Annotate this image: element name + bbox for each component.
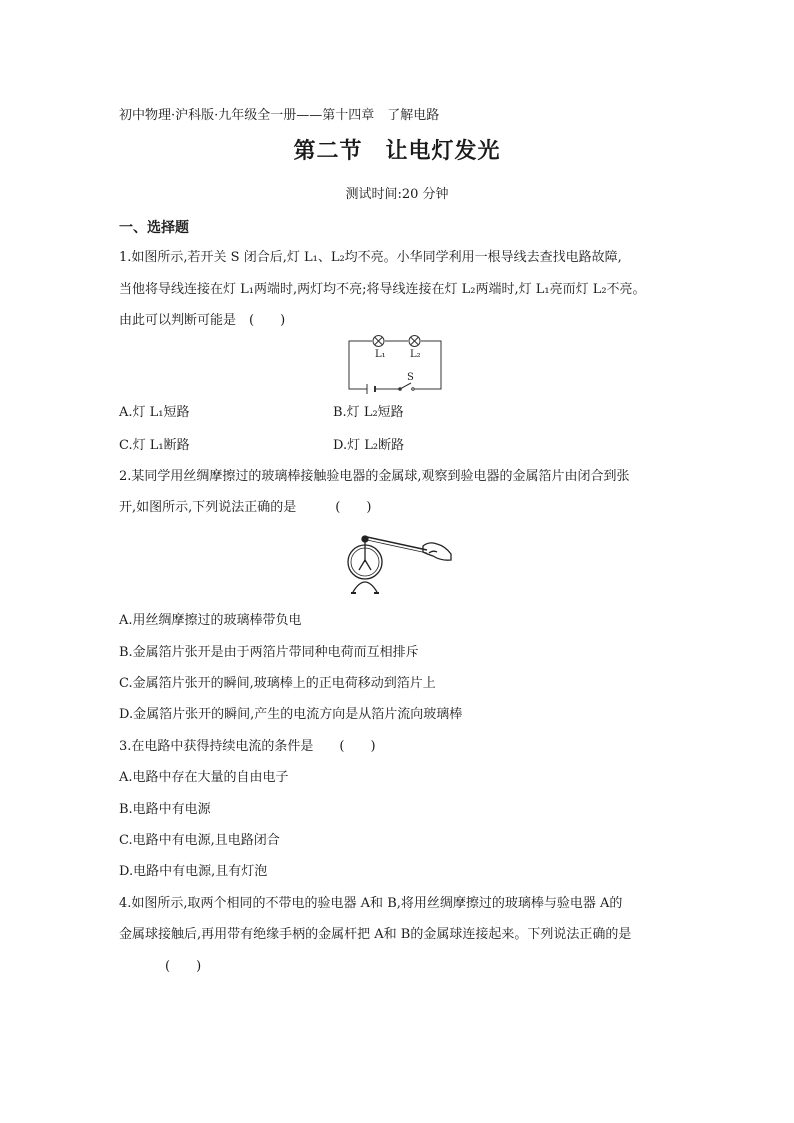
q1-line-3: 由此可以判断可能是 ( ): [119, 313, 286, 328]
circuit-diagram: [345, 335, 445, 395]
q2-line-2: 开,如图所示,下列说法正确的是 ( ): [119, 500, 372, 515]
q2-option-b: B.金属箔片张开是由于两箔片带同种电荷而互相排斥: [119, 645, 419, 660]
label-l2: L₂: [410, 349, 421, 360]
test-time: 测试时间:20 分钟: [345, 187, 449, 202]
q2-option-a: A.用丝绸摩擦过的玻璃棒带负电: [119, 613, 302, 628]
q3-option-c: C.电路中有电源,且电路闭合: [119, 833, 280, 848]
q3-option-a: A.电路中存在大量的自由电子: [119, 770, 289, 785]
q3-line-1: 3.在电路中获得持续电流的条件是 ( ): [119, 739, 376, 754]
switch-icon: [400, 383, 411, 389]
q2-line-1: 2.某同学用丝绸摩擦过的玻璃棒接触验电器的金属球,观察到验电器的金属箔片由闭合到张: [119, 469, 630, 484]
q1-line-1: 1.如图所示,若开关 S 闭合后,灯 L₁、L₂均不亮。小华同学利用一根导线去查找电路故障,: [119, 250, 622, 265]
q2-option-d: D.金属箔片张开的瞬间,产生的电流方向是从箔片流向玻璃棒: [119, 707, 463, 722]
glass-rod: [367, 537, 427, 550]
q4-line-2: 金属球接触后,再用带有绝缘手柄的金属杆把 A和 B的金属球连接起来。下列说法正确的是: [119, 927, 632, 942]
q4-line-3: ( ): [165, 959, 202, 974]
electroscope-figure: [345, 520, 455, 600]
q3-option-b: B.电路中有电源: [119, 802, 211, 817]
q1-line-2: 当他将导线连接在灯 L₁两端时,两灯均不亮;将导线连接在灯 L₂两端时,灯 L₁亮而灯 L₂不亮。: [119, 282, 646, 297]
q1-option-c: C.灯 L₁断路: [119, 438, 190, 453]
q1-option-d: D.灯 L₂断路: [333, 438, 405, 453]
page-title: 第二节 让电灯发光: [293, 139, 501, 164]
q4-line-1: 4.如图所示,取两个相同的不带电的验电器 A和 B,将用丝绸摩擦过的玻璃棒与验电器 A的: [119, 896, 623, 911]
q3-option-d: D.电路中有电源,且有灯泡: [119, 864, 268, 879]
q1-option-b: B.灯 L₂短路: [333, 405, 404, 420]
label-s: S: [407, 372, 414, 383]
q1-option-a: A.灯 L₁短路: [119, 405, 190, 420]
label-l1: L₁: [375, 349, 386, 360]
section-heading: 一、选择题: [119, 220, 189, 236]
document-header: 初中物理·沪科版·九年级全一册——第十四章 了解电路: [119, 108, 440, 123]
q2-option-c: C.金属箔片张开的瞬间,玻璃棒上的正电荷移动到箔片上: [119, 676, 436, 691]
